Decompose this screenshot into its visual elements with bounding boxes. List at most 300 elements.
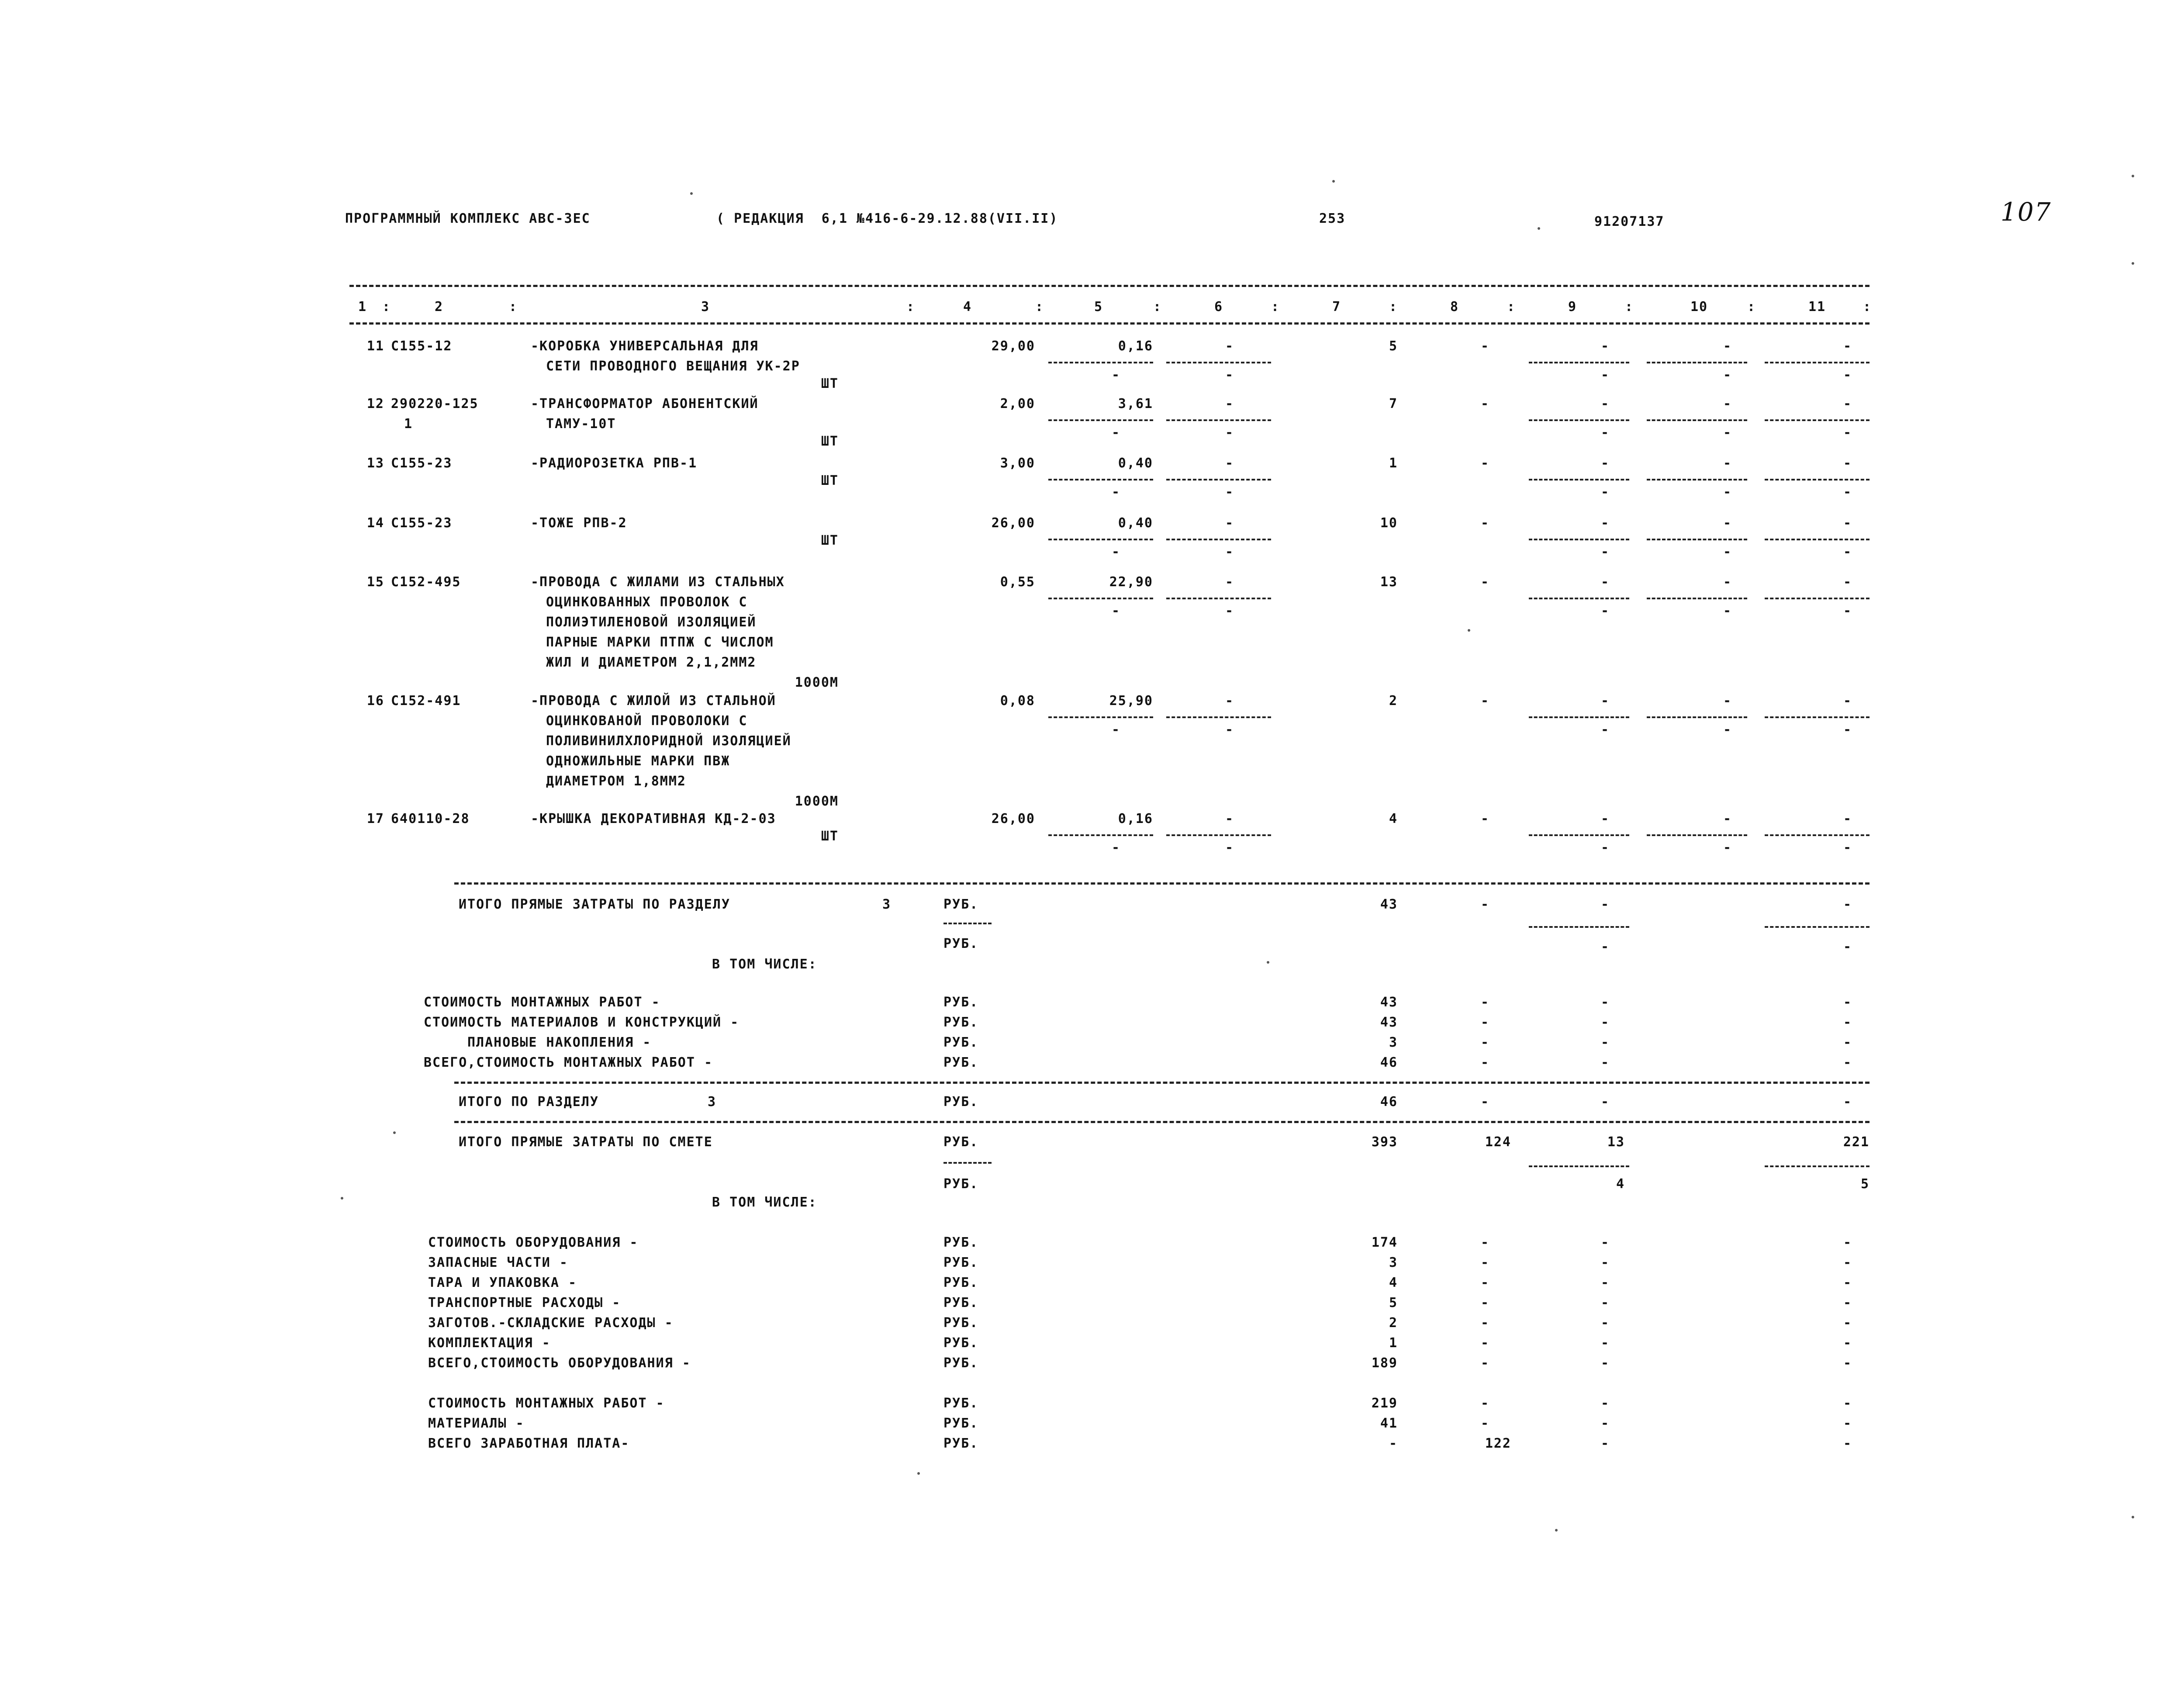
row-label: СТОИМОСТЬ МАТЕРИАЛОВ И КОНСТРУКЦИЙ - [424, 1015, 740, 1030]
including-label: В ТОМ ЧИСЛЕ: [712, 957, 817, 972]
col9: - [1600, 1355, 1610, 1371]
unit: РУБ. [943, 1275, 979, 1290]
col9: - [1600, 1315, 1610, 1331]
col10-lower: - [1723, 367, 1732, 383]
col10-lower: - [1723, 840, 1732, 855]
col10: - [1723, 811, 1732, 826]
col11: - [1843, 897, 1852, 912]
col11: - [1843, 1235, 1852, 1250]
row-label: ЗАГОТОВ.-СКЛАДСКИЕ РАСХОДЫ - [428, 1315, 674, 1331]
scan-speck [341, 1197, 343, 1200]
col11: - [1843, 1335, 1852, 1351]
col11: - [1843, 1396, 1852, 1411]
row-label: СТОИМОСТЬ МОНТАЖНЫХ РАБОТ - [424, 995, 660, 1010]
col10-underline [1647, 834, 1747, 836]
row-number: 14 [366, 515, 384, 531]
col9-underline [1529, 926, 1629, 928]
unit: РУБ. [943, 1295, 979, 1310]
col9: - [1600, 396, 1610, 411]
col11: - [1843, 1436, 1852, 1451]
col7: 46 [1380, 1094, 1398, 1110]
row-label: СТОИМОСТЬ ОБОРУДОВАНИЯ - [428, 1235, 639, 1250]
col10-underline [1647, 598, 1747, 599]
row-label: ПЛАНОВЫЕ НАКОПЛЕНИЯ - [467, 1035, 652, 1050]
col8: - [1480, 897, 1490, 912]
col8: - [1480, 1275, 1490, 1290]
description-line: -ТОЖЕ РПВ-2 [531, 515, 627, 531]
col10-underline [1647, 362, 1747, 363]
row-number: 16 [366, 693, 384, 709]
unit: РУБ. [943, 1335, 979, 1351]
row-label: ИТОГО ПО РАЗДЕЛУ [459, 1094, 599, 1110]
col5-lower: - [1111, 544, 1121, 560]
col11: - [1843, 574, 1852, 590]
col11-underline [1765, 539, 1870, 540]
section-rule [454, 1082, 1870, 1084]
col8: - [1480, 1094, 1490, 1110]
scan-speck [2132, 262, 2134, 265]
scan-speck [1332, 180, 1335, 183]
col7: 189 [1371, 1355, 1398, 1371]
column-separator: : [1863, 299, 1872, 315]
col8: - [1480, 995, 1490, 1010]
col11: - [1843, 1315, 1852, 1331]
col9: - [1600, 456, 1610, 471]
col10: - [1723, 456, 1732, 471]
col6: - [1225, 515, 1234, 531]
description-line: -ТРАНСФОРМАТОР АБОНЕНТСКИЙ [531, 396, 759, 411]
description-line: ТАМУ-10Т [546, 416, 616, 432]
col7: 4 [1389, 1275, 1398, 1290]
unit: РУБ. [943, 1416, 979, 1431]
column-separator: : [509, 299, 518, 315]
col9: - [1600, 1275, 1610, 1290]
col10-lower: - [1723, 603, 1732, 619]
scan-speck [1538, 227, 1540, 230]
unit-underline [943, 923, 992, 924]
col11: - [1843, 456, 1852, 471]
description-line: ПОЛИВИНИЛХЛОРИДНОЙ ИЗОЛЯЦИЕЙ [546, 733, 791, 749]
col8: - [1480, 1335, 1490, 1351]
table-top-rule [349, 285, 1870, 287]
col5-lower: - [1111, 484, 1121, 500]
col8: - [1480, 1055, 1490, 1070]
col9: - [1600, 995, 1610, 1010]
scan-speck [690, 192, 693, 195]
description-line: ОДНОЖИЛЬНЫЕ МАРКИ ПВЖ [546, 754, 730, 769]
unit: ШТ [821, 533, 839, 548]
col10: - [1723, 339, 1732, 354]
column-header: 8 [1450, 299, 1459, 315]
col6: - [1225, 456, 1234, 471]
col6-lower: - [1225, 367, 1234, 383]
description-line: ОЦИНКОВАННЫХ ПРОВОЛОК С [546, 595, 748, 610]
col5-lower: - [1111, 425, 1121, 440]
col6-lower: - [1225, 484, 1234, 500]
scan-speck [1555, 1529, 1558, 1532]
total-cost: 2 [1389, 693, 1398, 709]
col7: 1 [1389, 1335, 1398, 1351]
column-separator: : [1507, 299, 1516, 315]
col10-underline [1647, 716, 1747, 718]
row-label: ТАРА И УПАКОВКА - [428, 1275, 577, 1290]
col10: - [1723, 396, 1732, 411]
col11-underline [1765, 419, 1870, 421]
quantity: 0,55 [1000, 574, 1035, 590]
row-label: ВСЕГО,СТОИМОСТЬ МОНТАЖНЫХ РАБОТ - [424, 1055, 713, 1070]
quantity: 0,08 [1000, 693, 1035, 709]
col10-lower: - [1723, 722, 1732, 737]
total-cost: 10 [1380, 515, 1398, 531]
price-code: С155-23 [391, 515, 453, 531]
col5-underline [1048, 598, 1153, 599]
col9-underline [1529, 539, 1629, 540]
row-label: ВСЕГО,СТОИМОСТЬ ОБОРУДОВАНИЯ - [428, 1355, 691, 1371]
col11: - [1843, 995, 1852, 1010]
price-code-line2: 1 [404, 416, 413, 432]
col11-underline [1765, 834, 1870, 836]
col9: - [1600, 574, 1610, 590]
description-line: -ПРОВОДА С ЖИЛОЙ ИЗ СТАЛЬНОЙ [531, 693, 776, 709]
col9: 13 [1607, 1134, 1625, 1150]
col6-underline [1166, 716, 1271, 718]
col9-underline [1529, 1165, 1629, 1167]
col10-lower: - [1723, 425, 1732, 440]
col6-underline [1166, 598, 1271, 599]
unit: РУБ. [943, 897, 979, 912]
col9-underline [1529, 419, 1629, 421]
price-code: С152-495 [391, 574, 461, 590]
price-code: 290220-125 [391, 396, 479, 411]
unit: РУБ. [943, 1255, 979, 1270]
col11-underline [1765, 362, 1870, 363]
col11-underline [1765, 716, 1870, 718]
col9: - [1600, 1396, 1610, 1411]
total-cost: 4 [1389, 811, 1398, 826]
col9: - [1600, 1335, 1610, 1351]
column-header: 7 [1332, 299, 1341, 315]
col11: - [1843, 1055, 1852, 1070]
column-header: 4 [963, 299, 972, 315]
col8: - [1480, 456, 1490, 471]
quantity: 2,00 [1000, 396, 1035, 411]
total-cost: 1 [1389, 456, 1398, 471]
col6-underline [1166, 479, 1271, 481]
row-number: 13 [366, 456, 384, 471]
row-number: 17 [366, 811, 384, 826]
col7: 43 [1380, 1015, 1398, 1030]
col6-lower: - [1225, 544, 1234, 560]
unit-price: 0,40 [1118, 515, 1153, 531]
col10-underline [1647, 419, 1747, 421]
row-label: ИТОГО ПРЯМЫЕ ЗАТРАТЫ ПО СМЕТЕ [459, 1134, 713, 1150]
row-label: МАТЕРИАЛЫ - [428, 1416, 525, 1431]
program-title: ПРОГРАММНЫЙ КОМПЛЕКС АВС-3ЕС [345, 211, 591, 226]
col7: 43 [1380, 995, 1398, 1010]
unit-price: 0,40 [1118, 456, 1153, 471]
col8: - [1480, 693, 1490, 709]
col9-lower: - [1600, 484, 1610, 500]
quantity: 26,00 [991, 811, 1035, 826]
col11-underline [1765, 598, 1870, 599]
row-label: ВСЕГО ЗАРАБОТНАЯ ПЛАТА- [428, 1436, 630, 1451]
column-separator: : [1747, 299, 1756, 315]
col8: - [1480, 574, 1490, 590]
col8: - [1480, 1355, 1490, 1371]
column-header: 3 [701, 299, 710, 315]
unit-price: 22,90 [1109, 574, 1153, 590]
section-rule [454, 882, 1870, 885]
col9: - [1600, 1035, 1610, 1050]
col11-lower: - [1843, 484, 1852, 500]
row-number: 12 [366, 396, 384, 411]
col6-underline [1166, 419, 1271, 421]
handwritten-sheet-number: 107 [2001, 197, 2052, 227]
column-separator: : [1625, 299, 1634, 315]
col11: - [1843, 693, 1852, 709]
col6-underline [1166, 834, 1271, 836]
column-separator: : [1389, 299, 1398, 315]
col7: 3 [1389, 1255, 1398, 1270]
col5-lower: - [1111, 840, 1121, 855]
unit: ШТ [821, 434, 839, 449]
col6: - [1225, 339, 1234, 354]
col11: 221 [1843, 1134, 1870, 1150]
description-line: -КРЫШКА ДЕКОРАТИВНАЯ КД-2-03 [531, 811, 776, 826]
column-header: 1 [358, 299, 367, 315]
row-label: ИТОГО ПРЯМЫЕ ЗАТРАТЫ ПО РАЗДЕЛУ [459, 897, 730, 912]
column-header: 10 [1690, 299, 1708, 315]
total-cost: 13 [1380, 574, 1398, 590]
col10: - [1723, 574, 1732, 590]
col11: - [1843, 396, 1852, 411]
col9: 4 [1616, 1176, 1625, 1192]
description-line: -ПРОВОДА С ЖИЛАМИ ИЗ СТАЛЬНЫХ [531, 574, 785, 590]
col9-underline [1529, 716, 1629, 718]
col7: 41 [1380, 1416, 1398, 1431]
col11: - [1843, 1094, 1852, 1110]
col8: - [1480, 1315, 1490, 1331]
col5-underline [1048, 362, 1153, 363]
scan-speck [1468, 629, 1470, 632]
col8: - [1480, 339, 1490, 354]
col5-lower: - [1111, 367, 1121, 383]
col8: 122 [1485, 1436, 1511, 1451]
col8: - [1480, 1416, 1490, 1431]
description-line: ОЦИНКОВАНОЙ ПРОВОЛОКИ С [546, 713, 748, 729]
col9: - [1600, 939, 1610, 954]
col9-lower: - [1600, 544, 1610, 560]
col7: 5 [1389, 1295, 1398, 1310]
col8: - [1480, 1035, 1490, 1050]
col11: - [1843, 1416, 1852, 1431]
column-separator: : [382, 299, 391, 315]
unit: ШТ [821, 829, 839, 844]
col9-underline [1529, 834, 1629, 836]
col6-underline [1166, 539, 1271, 540]
col5-lower: - [1111, 722, 1121, 737]
col9: - [1600, 515, 1610, 531]
col5-underline [1048, 479, 1153, 481]
col9: - [1600, 1255, 1610, 1270]
col9: - [1600, 693, 1610, 709]
description-line: СЕТИ ПРОВОДНОГО ВЕЩАНИЯ УК-2Р [546, 359, 800, 374]
col11-underline [1765, 1165, 1870, 1167]
col8: - [1480, 1255, 1490, 1270]
col11: - [1843, 1035, 1852, 1050]
table-header-rule [349, 322, 1870, 325]
unit-price: 25,90 [1109, 693, 1153, 709]
col5-underline [1048, 419, 1153, 421]
row-label: СТОИМОСТЬ МОНТАЖНЫХ РАБОТ - [428, 1396, 665, 1411]
page-number: 253 [1319, 211, 1346, 226]
unit: РУБ. [943, 1355, 979, 1371]
col7: 2 [1389, 1315, 1398, 1331]
description-line: -РАДИОРОЗЕТКА РПВ-1 [531, 456, 698, 471]
price-code: С155-23 [391, 456, 453, 471]
col7: 219 [1371, 1396, 1398, 1411]
scan-speck [1267, 961, 1269, 964]
section-number: 3 [882, 897, 892, 912]
unit: РУБ. [943, 1015, 979, 1030]
section-number: 3 [708, 1094, 717, 1110]
col11: - [1843, 1295, 1852, 1310]
column-separator: : [1271, 299, 1280, 315]
description-line: -КОРОБКА УНИВЕРСАЛЬНАЯ ДЛЯ [531, 339, 759, 354]
col7: 43 [1380, 897, 1398, 912]
col11: - [1843, 1015, 1852, 1030]
row-number: 15 [366, 574, 384, 590]
col9: - [1600, 339, 1610, 354]
col6: - [1225, 396, 1234, 411]
col9: - [1600, 1436, 1610, 1451]
scan-speck [2132, 1516, 2134, 1518]
col8: - [1480, 1235, 1490, 1250]
quantity: 3,00 [1000, 456, 1035, 471]
col9-lower: - [1600, 840, 1610, 855]
col6-lower: - [1225, 840, 1234, 855]
col9-lower: - [1600, 367, 1610, 383]
price-code: 640110-28 [391, 811, 470, 826]
col11-lower: - [1843, 367, 1852, 383]
quantity: 26,00 [991, 515, 1035, 531]
col10-lower: - [1723, 484, 1732, 500]
col8: - [1480, 1015, 1490, 1030]
col11-lower: - [1843, 840, 1852, 855]
col10-lower: - [1723, 544, 1732, 560]
column-separator: : [1153, 299, 1162, 315]
col9: - [1600, 1235, 1610, 1250]
edition-info: ( РЕДАКЦИЯ 6,1 №416-6-29.12.88(VII.II) [716, 211, 1058, 226]
col9: - [1600, 1015, 1610, 1030]
unit-underline [943, 1162, 992, 1164]
col9: - [1600, 1416, 1610, 1431]
col11-lower: - [1843, 603, 1852, 619]
unit: 1000М [795, 675, 839, 690]
description-line: ПАРНЫЕ МАРКИ ПТПЖ С ЧИСЛОМ [546, 635, 774, 650]
unit-price: 0,16 [1118, 811, 1153, 826]
scan-speck [393, 1131, 396, 1134]
col6: - [1225, 811, 1234, 826]
col5-underline [1048, 716, 1153, 718]
col5-underline [1048, 834, 1153, 836]
col9: - [1600, 897, 1610, 912]
col11-lower: - [1843, 425, 1852, 440]
col6: - [1225, 574, 1234, 590]
col11-underline [1765, 479, 1870, 481]
col11: - [1843, 515, 1852, 531]
col8: - [1480, 811, 1490, 826]
col7: 393 [1371, 1134, 1398, 1150]
price-code: С155-12 [391, 339, 453, 354]
col10: - [1723, 515, 1732, 531]
col11: - [1843, 1355, 1852, 1371]
col11-underline [1765, 926, 1870, 928]
including-label: В ТОМ ЧИСЛЕ: [712, 1195, 817, 1210]
col9-lower: - [1600, 722, 1610, 737]
col11-lower: - [1843, 544, 1852, 560]
row-label: ЗАПАСНЫЕ ЧАСТИ - [428, 1255, 568, 1270]
col8: - [1480, 1295, 1490, 1310]
col6-underline [1166, 362, 1271, 363]
unit: РУБ. [943, 1176, 979, 1192]
col10: - [1723, 693, 1732, 709]
col9: - [1600, 1055, 1610, 1070]
description-line: ДИАМЕТРОМ 1,8ММ2 [546, 774, 686, 789]
col9-lower: - [1600, 425, 1610, 440]
col6-lower: - [1225, 603, 1234, 619]
price-code: С152-491 [391, 693, 461, 709]
unit: РУБ. [943, 936, 979, 951]
unit: РУБ. [943, 995, 979, 1010]
col10-underline [1647, 479, 1747, 481]
unit: РУБ. [943, 1436, 979, 1451]
col11-lower: - [1843, 722, 1852, 737]
col9-lower: - [1600, 603, 1610, 619]
col6: - [1225, 693, 1234, 709]
total-cost: 5 [1389, 339, 1398, 354]
col9: - [1600, 1094, 1610, 1110]
col11: - [1843, 1255, 1852, 1270]
col7: - [1389, 1436, 1398, 1451]
column-header: 2 [434, 299, 444, 315]
col5-lower: - [1111, 603, 1121, 619]
col7: 174 [1371, 1235, 1398, 1250]
col7: 3 [1389, 1035, 1398, 1050]
column-header: 9 [1568, 299, 1577, 315]
unit: РУБ. [943, 1315, 979, 1331]
col6-lower: - [1225, 722, 1234, 737]
unit: 1000М [795, 794, 839, 809]
row-label: ТРАНСПОРТНЫЕ РАСХОДЫ - [428, 1295, 621, 1310]
scan-speck [2132, 175, 2134, 177]
col8: - [1480, 515, 1490, 531]
col11: - [1843, 939, 1852, 954]
row-number: 11 [366, 339, 384, 354]
column-separator: : [1035, 299, 1044, 315]
col10-underline [1647, 539, 1747, 540]
col6-lower: - [1225, 425, 1234, 440]
col11: - [1843, 811, 1852, 826]
unit-price: 0,16 [1118, 339, 1153, 354]
unit: РУБ. [943, 1235, 979, 1250]
section-rule [454, 1121, 1870, 1123]
col9: - [1600, 811, 1610, 826]
document-code: 91207137 [1594, 214, 1665, 229]
unit: РУБ. [943, 1134, 979, 1150]
total-cost: 7 [1389, 396, 1398, 411]
unit: РУБ. [943, 1055, 979, 1070]
